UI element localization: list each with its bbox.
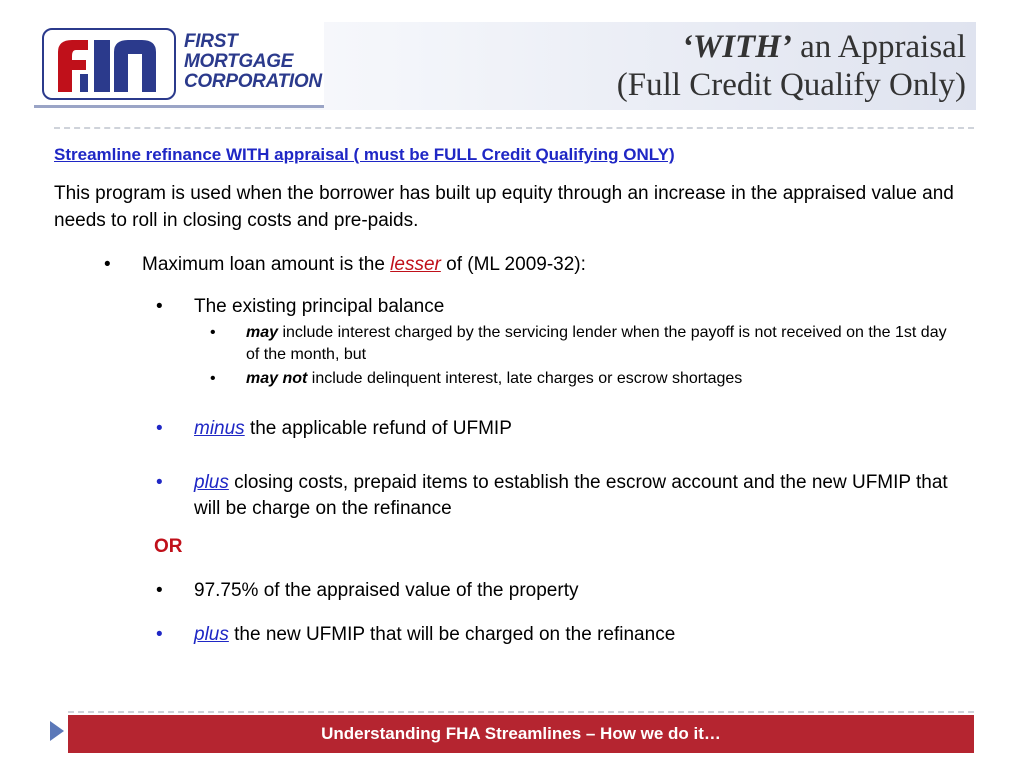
existing-balance-text: The existing principal balance xyxy=(194,296,445,317)
section-heading: Streamline refinance WITH appraisal ( must be FULL Credit Qualifying ONLY) xyxy=(54,145,675,164)
plus-emphasis: plus xyxy=(194,472,229,493)
or-separator: OR xyxy=(154,536,183,557)
logo-line-1: FIRST xyxy=(184,31,238,52)
title-line-1 xyxy=(617,28,966,66)
play-arrow-icon xyxy=(50,721,64,741)
header-divider xyxy=(54,127,974,129)
bullet-minus xyxy=(156,416,954,442)
company-logo xyxy=(34,22,324,108)
logo-line-2: MORTGAGE xyxy=(184,51,294,72)
may-emphasis: may xyxy=(246,324,279,341)
bullet-existing-balance xyxy=(156,294,954,320)
title-line-2: (Full Credit Qualify Only) xyxy=(616,67,966,103)
minus-emphasis: minus xyxy=(194,418,245,439)
slide-body xyxy=(54,144,954,648)
bullet-icon: • xyxy=(156,580,163,601)
may-not-text: include delinquent interest, late charges or escrow shortages xyxy=(307,370,743,387)
max-loan-suffix: of (ML 2009-32): xyxy=(440,254,586,275)
bullet-may xyxy=(210,322,954,366)
bullet-appraised-value xyxy=(156,578,954,604)
footer-divider xyxy=(68,711,974,713)
logo-line-3: CORPORATION xyxy=(184,71,322,92)
bullet-plus-ufmip xyxy=(156,622,954,648)
logo-emblem xyxy=(42,28,176,100)
bullet-icon: • xyxy=(156,624,163,645)
bullet-icon: • xyxy=(156,296,163,317)
footer-banner: Understanding FHA Streamlines – How we do it… xyxy=(68,715,974,753)
bullet-may-not xyxy=(210,368,954,390)
logo-f1-mark-icon xyxy=(44,30,174,98)
logo-wordmark xyxy=(184,32,324,92)
may-not-emphasis: may not xyxy=(246,370,308,387)
bullet-max-loan xyxy=(104,252,954,278)
bullet-plus-closing-costs xyxy=(156,470,954,522)
bullet-icon: • xyxy=(210,370,216,387)
slide-title xyxy=(617,28,966,104)
title-emphasis: ‘WITH’ xyxy=(681,29,792,65)
plus-emphasis: plus xyxy=(194,624,229,645)
bullet-icon: • xyxy=(156,418,163,439)
lesser-emphasis: lesser xyxy=(390,254,441,275)
plus-ufmip-text: the new UFMIP that will be charged on the refinance xyxy=(228,624,676,645)
bullet-icon: • xyxy=(210,324,216,341)
minus-text: the applicable refund of UFMIP xyxy=(244,418,512,439)
intro-paragraph: This program is used when the borrower has built up equity through an increase in the appraised value and needs to roll in closing costs and pre-paids. xyxy=(54,183,954,231)
title-line-1-rest: an Appraisal xyxy=(791,29,966,65)
appraised-value-text: 97.75% of the appraised value of the property xyxy=(194,580,579,601)
may-text: include interest charged by the servicing lender when the payoff is not received on the 1st day of the month, but xyxy=(246,324,947,363)
plus-closing-costs-text: closing costs, prepaid items to establish the escrow account and the new UFMIP that will be charge on the refinance xyxy=(194,472,948,519)
max-loan-text: Maximum loan amount is the xyxy=(142,254,391,275)
bullet-icon: • xyxy=(156,472,163,493)
bullet-icon: • xyxy=(104,254,111,275)
